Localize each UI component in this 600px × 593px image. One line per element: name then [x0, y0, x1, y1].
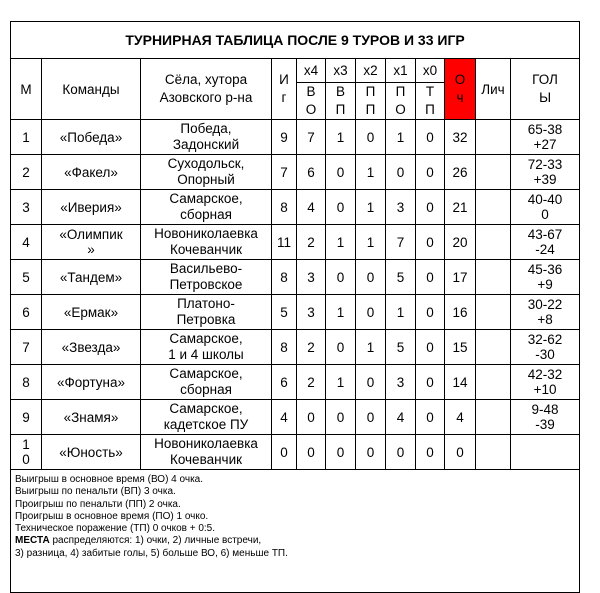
cell-place [11, 225, 42, 260]
header-team: Команды [42, 59, 141, 120]
cell-team-line-1: «Факел» [64, 164, 118, 180]
cell-goals-line-1: 65-38 [527, 122, 563, 137]
header-village-line2: Азовского р-на [159, 90, 253, 105]
cell-tp: 0 [416, 435, 445, 470]
cell-po: 0 [386, 155, 416, 190]
cell-team [42, 190, 141, 225]
cell-points: 17 [445, 260, 476, 295]
header-tp-bottom: П [425, 102, 435, 117]
cell-goals-line-2: 0 [541, 207, 549, 222]
cell-place [11, 260, 42, 295]
cell-team-line-1: «Олимпик [59, 227, 123, 242]
cell-goals-line-2: -24 [535, 242, 555, 257]
cell-pp: 1 [356, 330, 386, 365]
legend-places-text: распределяются: 1) очки, 2) личные встречи, [49, 535, 262, 547]
cell-place-line-1: 3 [22, 199, 30, 215]
cell-place [11, 295, 42, 330]
cell-place-line-1: 5 [22, 269, 30, 285]
header-personal: Лич [476, 59, 511, 120]
cell-personal [476, 435, 511, 470]
cell-vo: 2 [297, 225, 326, 260]
cell-place [11, 330, 42, 365]
cell-team-line-1: «Знамя» [63, 409, 119, 425]
cell-games: 5 [272, 295, 297, 330]
legend-line-3: Проигрыш по пенальти (ПП) 2 очка. [15, 498, 181, 510]
cell-team [42, 400, 141, 435]
header-points [445, 59, 476, 120]
cell-village-line-2: Кочеванчик [169, 452, 243, 467]
cell-village [141, 190, 272, 225]
cell-games: 8 [272, 260, 297, 295]
cell-games: 6 [272, 365, 297, 400]
cell-goals [511, 435, 580, 470]
standings-sheet [10, 21, 579, 580]
header-x3: х3 [326, 59, 356, 83]
cell-pp: 0 [356, 260, 386, 295]
cell-place-line-1: 2 [22, 164, 30, 180]
header-points-top: О [454, 72, 466, 87]
cell-vo: 7 [297, 120, 326, 155]
cell-tp: 0 [416, 330, 445, 365]
header-pp-top: П [365, 84, 376, 99]
cell-village-line-2: сборная [180, 207, 232, 222]
header-po [386, 83, 416, 120]
cell-goals-line-1: 32-62 [527, 332, 563, 347]
cell-goals-line-1: 9-48 [531, 402, 559, 417]
cell-place [11, 365, 42, 400]
cell-po: 3 [386, 190, 416, 225]
header-vp-bottom: П [335, 102, 346, 117]
header-x1: х1 [386, 59, 416, 83]
cell-personal [476, 365, 511, 400]
cell-place [11, 190, 42, 225]
cell-village [141, 365, 272, 400]
cell-goals-line-1: 43-67 [527, 227, 563, 242]
cell-village [141, 260, 272, 295]
cell-team [42, 155, 141, 190]
table-row [11, 400, 580, 435]
legend-places-label: МЕСТА [15, 535, 50, 547]
cell-village-line-2: Петровское [169, 277, 243, 292]
cell-games: 11 [272, 225, 297, 260]
header-tp-top: Т [425, 84, 435, 99]
header-tp [416, 83, 445, 120]
header-points-bottom: ч [456, 90, 464, 105]
header-po-bottom: О [395, 102, 406, 117]
cell-vp: 1 [326, 120, 356, 155]
cell-goals-line-2: +10 [533, 382, 557, 397]
header-games-top: И [279, 72, 289, 87]
cell-team [42, 120, 141, 155]
cell-goals [511, 260, 580, 295]
cell-games: 0 [272, 435, 297, 470]
cell-games: 8 [272, 330, 297, 365]
cell-vo: 2 [297, 365, 326, 400]
cell-pp: 1 [356, 190, 386, 225]
cell-vo: 6 [297, 155, 326, 190]
cell-points: 21 [445, 190, 476, 225]
cell-goals [511, 365, 580, 400]
cell-pp: 1 [356, 225, 386, 260]
cell-tp: 0 [416, 400, 445, 435]
cell-goals-line-2: -30 [535, 347, 555, 362]
cell-personal [476, 120, 511, 155]
cell-po: 5 [386, 260, 416, 295]
cell-vo: 3 [297, 260, 326, 295]
cell-personal [476, 295, 511, 330]
cell-personal [476, 400, 511, 435]
cell-village-line-1: Самарское, [169, 191, 243, 206]
cell-village-line-2: Петровка [176, 312, 236, 327]
cell-goals-line-2: -39 [535, 417, 555, 432]
cell-place-line-1: 8 [22, 374, 30, 390]
cell-points: 4 [445, 400, 476, 435]
cell-village-line-1: Суходольск, [167, 156, 245, 171]
cell-place-line-1: 4 [22, 234, 30, 250]
cell-vp: 1 [326, 295, 356, 330]
cell-pp: 0 [356, 365, 386, 400]
cell-place-line-1: 9 [22, 409, 30, 425]
cell-tp: 0 [416, 190, 445, 225]
cell-village [141, 225, 272, 260]
cell-goals-line-1: 30-22 [527, 297, 563, 312]
legend-line-6 [15, 535, 579, 547]
header-place: М [11, 59, 42, 120]
cell-tp: 0 [416, 120, 445, 155]
cell-goals [511, 155, 580, 190]
cell-goals [511, 295, 580, 330]
cell-vp: 0 [326, 435, 356, 470]
cell-vo: 4 [297, 190, 326, 225]
header-vo [297, 83, 326, 120]
cell-points: 26 [445, 155, 476, 190]
cell-village-line-2: сборная [180, 382, 232, 397]
cell-pp: 1 [356, 155, 386, 190]
cell-village [141, 435, 272, 470]
legend-line-5: Техническое поражение (ТП) 0 очков + 0:5. [15, 523, 216, 535]
table-title: ТУРНИРНАЯ ТАБЛИЦА ПОСЛЕ 9 ТУРОВ И 33 ИГР [11, 22, 580, 59]
header-po-top: П [395, 84, 406, 99]
cell-goals-line-2: +27 [533, 137, 557, 152]
header-vo-top: В [306, 84, 316, 99]
cell-team-line-1: «Тандем» [59, 269, 123, 285]
table-row [11, 155, 580, 190]
cell-tp: 0 [416, 155, 445, 190]
legend [11, 470, 580, 593]
cell-team-line-1: «Фортуна» [56, 374, 126, 390]
cell-village-line-1: Самарское, [169, 401, 243, 416]
table-row [11, 260, 580, 295]
header-goals-bottom: Ы [539, 90, 552, 105]
cell-points: 15 [445, 330, 476, 365]
cell-village-line-1: Самарское, [169, 366, 243, 381]
cell-po: 1 [386, 120, 416, 155]
header-pp [356, 83, 386, 120]
cell-tp: 0 [416, 225, 445, 260]
cell-village [141, 295, 272, 330]
cell-vp: 0 [326, 330, 356, 365]
cell-team [42, 365, 141, 400]
cell-village-line-1: Самарское, [169, 331, 243, 346]
header-vp-top: В [335, 84, 345, 99]
cell-village [141, 120, 272, 155]
cell-personal [476, 155, 511, 190]
table-row [11, 365, 580, 400]
cell-team-line-1: «Иверия» [60, 199, 122, 215]
cell-goals-line-2: +9 [537, 277, 553, 292]
cell-personal [476, 260, 511, 295]
header-games [272, 59, 297, 120]
header-pp-bottom: П [365, 102, 376, 117]
header-vp [326, 83, 356, 120]
header-x4: х4 [297, 59, 326, 83]
cell-points: 32 [445, 120, 476, 155]
cell-vp: 0 [326, 190, 356, 225]
cell-goals-line-1: 45-36 [527, 262, 563, 277]
cell-games: 4 [272, 400, 297, 435]
cell-pp: 0 [356, 435, 386, 470]
header-x2: х2 [356, 59, 386, 83]
cell-place [11, 120, 42, 155]
header-x0: х0 [416, 59, 445, 83]
cell-goals [511, 120, 580, 155]
legend-line-7: 3) разница, 4) забитые голы, 5) больше ВО, 6) меньше ТП. [15, 547, 288, 559]
cell-goals [511, 330, 580, 365]
header-goals-top: ГОЛ [532, 72, 558, 87]
cell-personal [476, 330, 511, 365]
cell-place-line-1: 1 [22, 129, 30, 145]
cell-vp: 0 [326, 155, 356, 190]
cell-pp: 0 [356, 400, 386, 435]
cell-tp: 0 [416, 295, 445, 330]
header-games-bottom: г [281, 90, 287, 105]
legend-line-2: Выигрыш по пенальти (ВП) 3 очка. [15, 486, 176, 498]
cell-village [141, 330, 272, 365]
cell-goals [511, 225, 580, 260]
cell-goals-line-2: +8 [537, 312, 553, 327]
standings-table [10, 21, 580, 593]
header-goals [511, 59, 580, 120]
table-row [11, 120, 580, 155]
cell-place [11, 435, 42, 470]
cell-village-line-2: 1 и 4 школы [168, 347, 244, 362]
legend-line-4: Проигрыш в основное время (ПО) 1 очко. [15, 510, 209, 522]
cell-village [141, 400, 272, 435]
cell-village-line-2: Задонский [172, 137, 240, 152]
cell-games: 7 [272, 155, 297, 190]
cell-personal [476, 225, 511, 260]
cell-team-line-1: «Победа» [59, 129, 123, 145]
cell-place [11, 155, 42, 190]
cell-pp: 0 [356, 120, 386, 155]
cell-team [42, 435, 141, 470]
cell-team [42, 225, 141, 260]
cell-points: 14 [445, 365, 476, 400]
legend-line-1: Выигрыш в основное время (ВО) 4 очка. [15, 474, 203, 485]
cell-pp: 0 [356, 295, 386, 330]
table-row [11, 330, 580, 365]
cell-po: 3 [386, 365, 416, 400]
cell-goals-line-1: 72-33 [527, 157, 563, 172]
cell-points: 0 [445, 435, 476, 470]
cell-vp: 0 [326, 400, 356, 435]
cell-village-line-1: Новониколаевка [154, 226, 258, 241]
cell-personal [476, 190, 511, 225]
cell-po: 5 [386, 330, 416, 365]
cell-village-line-2: Опорный [177, 172, 235, 187]
cell-village-line-1: Новониколаевка [154, 436, 258, 451]
cell-place-line-1: 1 [22, 437, 30, 452]
cell-village-line-1: Васильево- [169, 261, 243, 276]
table-row [11, 435, 580, 470]
cell-place [11, 400, 42, 435]
cell-games: 9 [272, 120, 297, 155]
cell-games: 8 [272, 190, 297, 225]
cell-team-line-2: » [87, 242, 95, 257]
cell-vp: 0 [326, 260, 356, 295]
cell-goals [511, 400, 580, 435]
table-row [11, 295, 580, 330]
cell-goals-line-1: 40-40 [527, 192, 563, 207]
cell-points: 20 [445, 225, 476, 260]
cell-vo: 3 [297, 295, 326, 330]
cell-goals [511, 190, 580, 225]
cell-team [42, 260, 141, 295]
cell-vp: 1 [326, 365, 356, 400]
cell-tp: 0 [416, 260, 445, 295]
cell-team-line-1: «Ермак» [63, 304, 119, 320]
team-rows [11, 120, 580, 470]
cell-po: 1 [386, 295, 416, 330]
cell-team [42, 330, 141, 365]
cell-village-line-1: Победа, [180, 121, 232, 136]
cell-po: 4 [386, 400, 416, 435]
cell-village-line-2: Кочеванчик [169, 242, 243, 257]
cell-po: 0 [386, 435, 416, 470]
table-row [11, 225, 580, 260]
cell-place-line-2: 0 [22, 452, 30, 467]
cell-village-line-1: Платоно- [177, 296, 235, 311]
cell-points: 16 [445, 295, 476, 330]
header-vo-bottom: О [305, 102, 317, 117]
cell-goals-line-1: 42-32 [527, 367, 563, 382]
table-row [11, 190, 580, 225]
cell-po: 7 [386, 225, 416, 260]
cell-vp: 1 [326, 225, 356, 260]
cell-place-line-1: 6 [22, 304, 30, 320]
cell-village-line-2: кадетское ПУ [163, 417, 249, 432]
cell-vo: 2 [297, 330, 326, 365]
header-village [141, 59, 272, 120]
cell-team-line-1: «Звезда» [61, 339, 121, 355]
cell-place-line-1: 7 [22, 339, 30, 355]
cell-vo: 0 [297, 400, 326, 435]
cell-team [42, 295, 141, 330]
header-village-line1: Сёла, хутора [164, 72, 248, 87]
cell-vo: 0 [297, 435, 326, 470]
cell-tp: 0 [416, 365, 445, 400]
cell-village [141, 155, 272, 190]
cell-team-line-1: «Юность» [59, 444, 123, 460]
cell-goals-line-2: +39 [533, 172, 557, 187]
